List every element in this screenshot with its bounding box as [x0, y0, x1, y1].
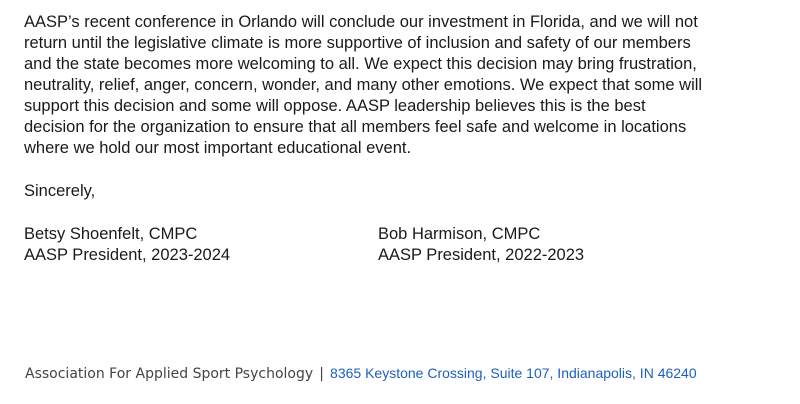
- letter-body-line: and the state becomes more welcoming to all. We expect this decision may bring frustration,: [24, 55, 697, 73]
- letter-body-line: return until the legislative climate is more supportive of inclusion and safety of our members: [24, 34, 691, 52]
- letter-body-line: AASP’s recent conference in Orlando will conclude our investment in Florida, and we will not: [24, 13, 698, 31]
- signatory-title: AASP President, 2022-2023: [378, 246, 585, 264]
- letter-body: [24, 12, 784, 159]
- letter-body-line: neutrality, relief, anger, concern, wonder, and many other emotions. We expect that some will: [24, 76, 703, 94]
- footer: [25, 363, 697, 384]
- footer-address-link[interactable]: 8365 Keystone Crossing, Suite 107, Indianapolis, IN 46240: [330, 365, 697, 381]
- letter-body-line: decision for the organization to ensure that all members feel safe and welcome in locations: [24, 118, 687, 136]
- signatory-name: Bob Harmison, CMPC: [378, 225, 541, 243]
- footer-organization: Association For Applied Sport Psychology: [25, 366, 314, 382]
- footer-separator: |: [319, 366, 325, 382]
- signature-block-right: [378, 224, 584, 266]
- letter-closing: Sincerely,: [24, 182, 96, 200]
- signatory-name: Betsy Shoenfelt, CMPC: [24, 225, 198, 243]
- letter-body-line: support this decision and some will oppose. AASP leadership believes this is the best: [24, 97, 646, 115]
- signatory-title: AASP President, 2023-2024: [24, 246, 231, 264]
- letter-body-line: where we hold our most important educational event.: [24, 139, 412, 157]
- signature-block-left: [24, 224, 230, 266]
